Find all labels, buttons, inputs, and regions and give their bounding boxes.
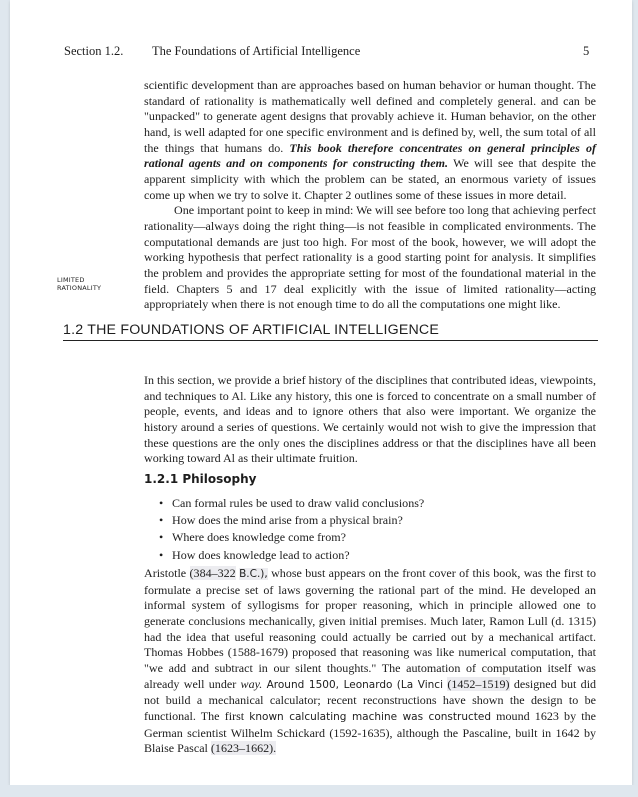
running-header-title: The Foundations of Artificial Intelligence xyxy=(152,44,361,58)
section-rule xyxy=(63,340,598,341)
page-number: 5 xyxy=(583,44,590,58)
subsection-heading: 1.2.1 Philosophy xyxy=(144,472,257,486)
list-item: • Where does knowledge come from? xyxy=(159,529,424,546)
intro-p1-text: scientific development than are approaches based on human behavior or human thought. The standard of rationality is mathematically well defined and completely general. and can be "unpacked" to generate agent designs that provably achieve it. Human behavior, on the other hand, is well adapted for one specific environment and is defined by, well, the sum total of all the things that humans do. xyxy=(144,78,596,155)
intro-p1-text-cont: We will see that despite the apparent simplicity with which the problem can be stated, an enormous variety of issues come up when we try to solve it. Chapter 2 outlines some of these issues in more detail. xyxy=(144,156,596,202)
intro-p1-emphasis: This book therefore concentrates on general principles of rational agents and on components for constructing them. xyxy=(144,140,596,171)
intro-paragraph-1 xyxy=(144,78,596,203)
list-item: • Can formal rules be used to draw valid conclusions? xyxy=(159,495,424,512)
section-intro-paragraph: In this section, we provide a brief history of the disciplines that contributed ideas, viewpoints, and techniques to Al. Like any history, this one is forced to concentrate on a small number of people, events, and ideas and to ignore others that also were important. We organize the history around a series of questions. We certainly would not wish to give the impression that these questions are the only ones the disciplines address or that the disciplines have all been working toward Al as their ultimate fruition. xyxy=(144,373,596,466)
bullet-icon: • xyxy=(159,547,164,562)
margin-note-line2: RATIONALITY xyxy=(57,284,102,292)
intro-paragraph-2: One important point to keep in mind: We will see before too long that achieving perfect rationality—always doing the right thing—is not feasible in complicated environments. The computational demands are just too high. For most of the book, however, we will adopt the working hypothesis that perfect rationality is a good starting point for analysis. It simplifies the problem and provides the appropriate setting for most of the foundational material in the field. Chapters 5 and 17 deal explicitly with the issue of limited rationality—acting appropriately when there is not enough time to do all the computations one might like. xyxy=(144,203,597,312)
philosophy-paragraph: Aristotle (384–322 B.C.), whose bust appears on the front cover of this book, was the first to formulate a precise set of laws governing the rational part of the mind. He developed an informal system of syllogisms for proper reasoning, which in principle allowed one to generate conclusions mechanically, given initial premises. Much later, Ramon Lull (d. 1315) had the idea that useful reasoning could actually be carried out by a mechanical artifact. Thomas Hobbes (1588-1679) proposed that reasoning was like numerical computation, that "we add and subtract in our silent thoughts." The automation of computation itself was already well under way. Around 1500, Leonardo (La Vinci (1452–1519) designed but did not build a mechanical calculator; recent reconstructions have shown the design to be functional. The first known calculating machine was constructed mound 1623 by the German scientist Wilhelm Schickard (1592-1635), although the Pascaline, built in 1642 by Blaise Pascal (1623–1662). xyxy=(144,566,597,756)
bullet-icon: • xyxy=(159,530,164,545)
intro-text xyxy=(144,78,596,313)
list-item: • How does the mind arise from a physical brain? xyxy=(159,512,424,529)
list-item: • How does knowledge lead to action? xyxy=(159,547,424,564)
section-heading: 1.2 THE FOUNDATIONS OF ARTIFICIAL INTELLIGENCE xyxy=(63,322,440,338)
bullet-icon: • xyxy=(159,513,164,528)
viewer-background xyxy=(0,785,638,797)
margin-note xyxy=(57,276,101,292)
running-header-section: Section 1.2. xyxy=(64,44,124,58)
margin-note-line1: LIMITED xyxy=(57,276,85,284)
bullet-icon: • xyxy=(159,496,164,510)
question-list xyxy=(159,495,424,564)
